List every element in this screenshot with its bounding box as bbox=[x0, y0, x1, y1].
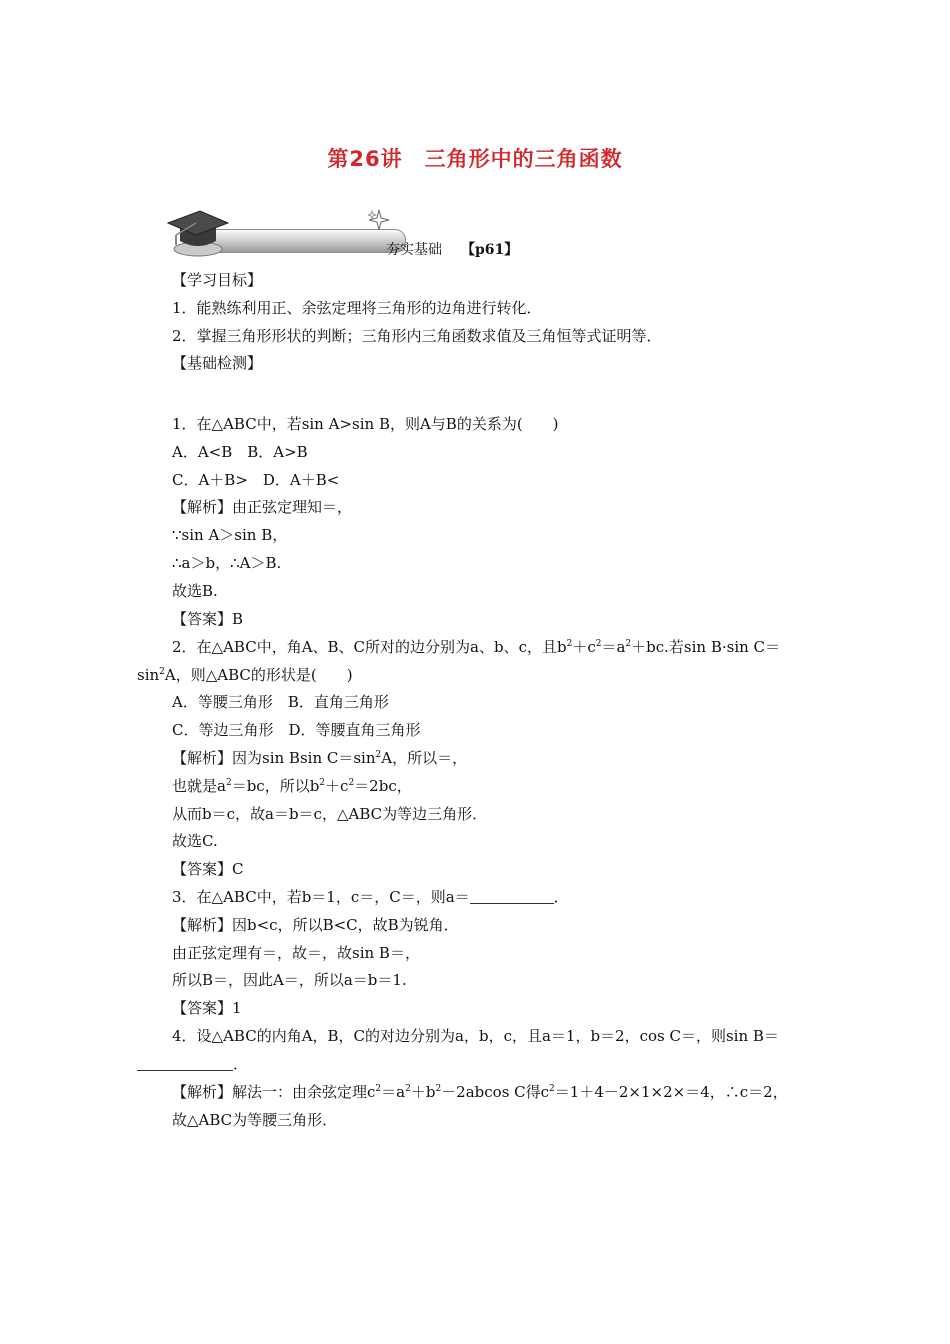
solution-text: 【解析】因b<c，所以B<C，故B为锐角． bbox=[172, 916, 459, 934]
solution-text: ∵sin A＞sin B， bbox=[172, 526, 288, 544]
solution-text: 【解析】解法一：由余弦定理$c^2=a^2+b^2-2abcos$ C得$c^2=1+4-2\times 1\times 2\times=4$，∴c＝2， bbox=[172, 1083, 788, 1101]
goal-item: 1．能熟练利用正、余弦定理将三角形的边角进行转化． bbox=[172, 299, 542, 317]
page-title: 第26讲 三角形中的三角函数 bbox=[327, 147, 623, 171]
question-1-options: A．A<B B．A>B bbox=[172, 443, 308, 461]
goal-item: 2．掌握三角形形状的判断；三角形内三角函数求值及三角恒等式证明等． bbox=[172, 327, 662, 345]
question-2-options: A．等腰三角形 B．直角三角形 bbox=[172, 693, 389, 711]
answer-text: 【答案】C bbox=[172, 860, 244, 878]
question-2-cont: $\sin^2A$，则△ABC的形状是( ) bbox=[137, 666, 353, 684]
answer-text: 【答案】1 bbox=[172, 999, 242, 1017]
heading-learning-goals: 【学习目标】 bbox=[172, 271, 263, 289]
question-4-cont: ． bbox=[137, 1054, 248, 1074]
solution-text: ∴a＞b，∴A＞B. bbox=[172, 554, 282, 572]
section-banner bbox=[166, 205, 526, 265]
solution-text: 所以B＝，因此A＝，所以a＝b＝1. bbox=[172, 971, 407, 989]
solution-text: 【解析】由正弦定理知＝， bbox=[172, 498, 353, 516]
solution-text: 故△ABC为等腰三角形． bbox=[172, 1111, 338, 1129]
solution-text: 由正弦定理有＝，故＝，故sin B＝， bbox=[172, 944, 420, 962]
graduation-cap-icon bbox=[166, 205, 230, 259]
answer-blank bbox=[137, 1056, 233, 1071]
sparkle-icon bbox=[368, 209, 390, 231]
heading-basic-check: 【基础检测】 bbox=[172, 354, 263, 372]
banner-label: 夯实基础 bbox=[386, 242, 442, 258]
question-2-options: C．等边三角形 D．等腰直角三角形 bbox=[172, 721, 421, 739]
solution-text: 故选B. bbox=[172, 582, 218, 600]
solution-text: 也就是$a^2=bc$，所以$b^2+c^2=2bc$， bbox=[172, 777, 412, 795]
question-1-options: C．A＋B> D．A＋B< bbox=[172, 471, 340, 489]
question-4: 4．设△ABC的内角A，B，C的对边分别为a，b，c，且a＝1，b＝2，cos C＝，则sin B＝ bbox=[172, 1027, 779, 1045]
answer-text: 【答案】B bbox=[172, 610, 244, 628]
question-1: 1．在△ABC中，若sin A>sin B，则A与B的关系为( ) bbox=[172, 415, 559, 433]
solution-text: 故选C. bbox=[172, 832, 218, 850]
banner-page-ref: 【p61】 bbox=[461, 242, 519, 258]
question-2: 2．在△ABC中，角A、B、C所对的边分别为a、b、c，且$b^2+c^2=a^2+bc$.若sin B·sin C＝ bbox=[172, 638, 781, 656]
solution-text: 从而b＝c，故a＝b＝c，△ABC为等边三角形． bbox=[172, 805, 488, 823]
answer-blank bbox=[470, 889, 554, 904]
question-3: 3．在△ABC中，若b＝1，c＝，C＝，则a＝ ． bbox=[172, 888, 569, 906]
solution-text: 【解析】因为sin Bsin $C=\sin^2A$，所以＝， bbox=[172, 749, 468, 767]
